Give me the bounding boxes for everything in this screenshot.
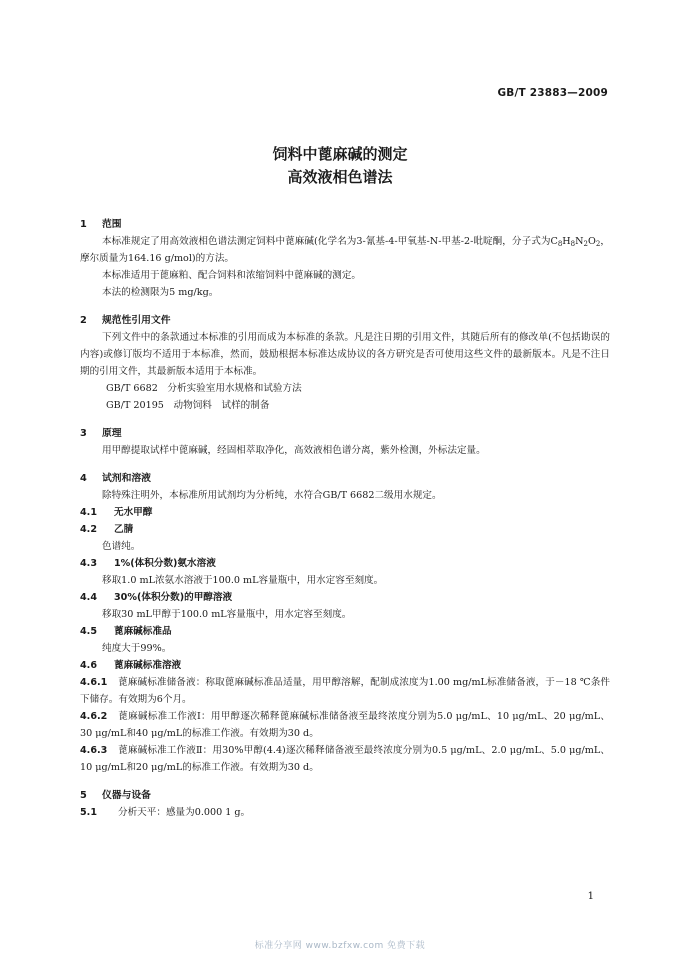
section-1-paragraph-3: 本法的检测限为5 mg/kg。 xyxy=(102,287,219,298)
document-subtitle: 高效液相色谱法 xyxy=(287,168,393,186)
page-number: 1 xyxy=(587,891,594,902)
section-3-heading: 3 原理 xyxy=(80,428,122,439)
clause-4-6-heading: 4.6 蓖麻碱标准溶液 xyxy=(80,660,182,671)
clause-4-5-heading: 4.5 蓖麻碱标准品 xyxy=(80,626,172,637)
clause-4-1-heading: 4.1 无水甲醇 xyxy=(80,507,153,518)
clause-4-4-heading: 4.4 30%(体积分数)的甲醇溶液 xyxy=(80,592,233,603)
section-1-paragraph-2: 本标准适用于蓖麻粕、配合饲料和浓缩饲料中蓖麻碱的测定。 xyxy=(102,270,362,281)
clause-4-3-heading: 4.3 1%(体积分数)氨水溶液 xyxy=(80,558,216,569)
section-1-heading: 1 范围 xyxy=(80,219,122,230)
document-title: 饲料中蓖麻碱的测定 xyxy=(272,145,408,163)
section-5-heading: 5 仪器与设备 xyxy=(80,790,151,801)
document-body xyxy=(80,216,610,821)
clause-4-6-3: 4.6.3 蓖麻碱标准工作液Ⅱ：用30%甲醇(4.4)逐次稀释储备液至最终浓度分别为0.5 μg/mL、2.0 μg/mL、5.0 μg/mL、10 μg/mL和20 μg/mL的标准工作液。有效期为30 d。 xyxy=(80,745,610,773)
section-2-heading: 2 规范性引用文件 xyxy=(80,315,171,326)
section-2-paragraph-1: 下列文件中的条款通过本标准的引用而成为本标准的条款。凡是注日期的引用文件，其随后所有的修改单(不包括勘误的内容)或修订版均不适用于本标准，然而，鼓励根据本标准达成协议的各方研究是否可使用这些文件的最新版本。凡是不注日期的引用文件，其最新版本适用于本标准。 xyxy=(80,332,610,377)
watermark-text: 标准分享网 www.bzfxw.com 免费下载 xyxy=(254,941,426,951)
clause-4-5-body: 纯度大于99%。 xyxy=(102,643,172,654)
section-4-heading: 4 试剂和溶液 xyxy=(80,473,151,484)
section-4-paragraph-1: 除特殊注明外，本标准所用试剂均为分析纯，水符合GB/T 6682二级用水规定。 xyxy=(102,490,442,501)
clause-4-6-1: 4.6.1 蓖麻碱标准储备液：称取蓖麻碱标准品适量，用甲醇溶解，配制成浓度为1.00 mg/mL标准储备液，于－18 ℃条件下储存。有效期为6个月。 xyxy=(80,677,610,705)
clause-4-6-2: 4.6.2 蓖麻碱标准工作液Ⅰ：用甲醇逐次稀释蓖麻碱标准储备液至最终浓度分别为5.0 μg/mL、10 μg/mL、20 μg/mL、30 μg/mL和40 μg/mL的标准工作液。有效期为30 d。 xyxy=(80,711,610,739)
clause-4-2-body: 色谱纯。 xyxy=(102,541,141,552)
section-3-paragraph-1: 用甲醇提取试样中蓖麻碱，经固相萃取净化，高效液相色谱分离，紫外检测，外标法定量。 xyxy=(102,445,486,456)
standard-code: GB/T 23883—2009 xyxy=(497,87,608,99)
normative-reference-2: GB/T 20195 动物饲料 试样的制备 xyxy=(106,400,270,411)
section-1-paragraph-1: 本标准规定了用高效液相色谱法测定饲料中蓖麻碱(化学名为3-氰基-4-甲氧基-N-甲基-2-吡啶酮，分子式为$C_8H_8N_2O_2$，摩尔质量为164.16 g/mol)的方法。 xyxy=(80,236,610,264)
normative-reference-1: GB/T 6682 分析实验室用水规格和试验方法 xyxy=(106,383,302,394)
clause-4-2-heading: 4.2 乙腈 xyxy=(80,524,134,535)
clause-5-1: 5.1 分析天平：感量为0.000 1 g。 xyxy=(80,807,251,818)
clause-4-3-body: 移取1.0 mL浓氨水溶液于100.0 mL容量瓶中，用水定容至刻度。 xyxy=(102,575,384,586)
clause-4-4-body: 移取30 mL甲醇于100.0 mL容量瓶中，用水定容至刻度。 xyxy=(102,609,352,620)
